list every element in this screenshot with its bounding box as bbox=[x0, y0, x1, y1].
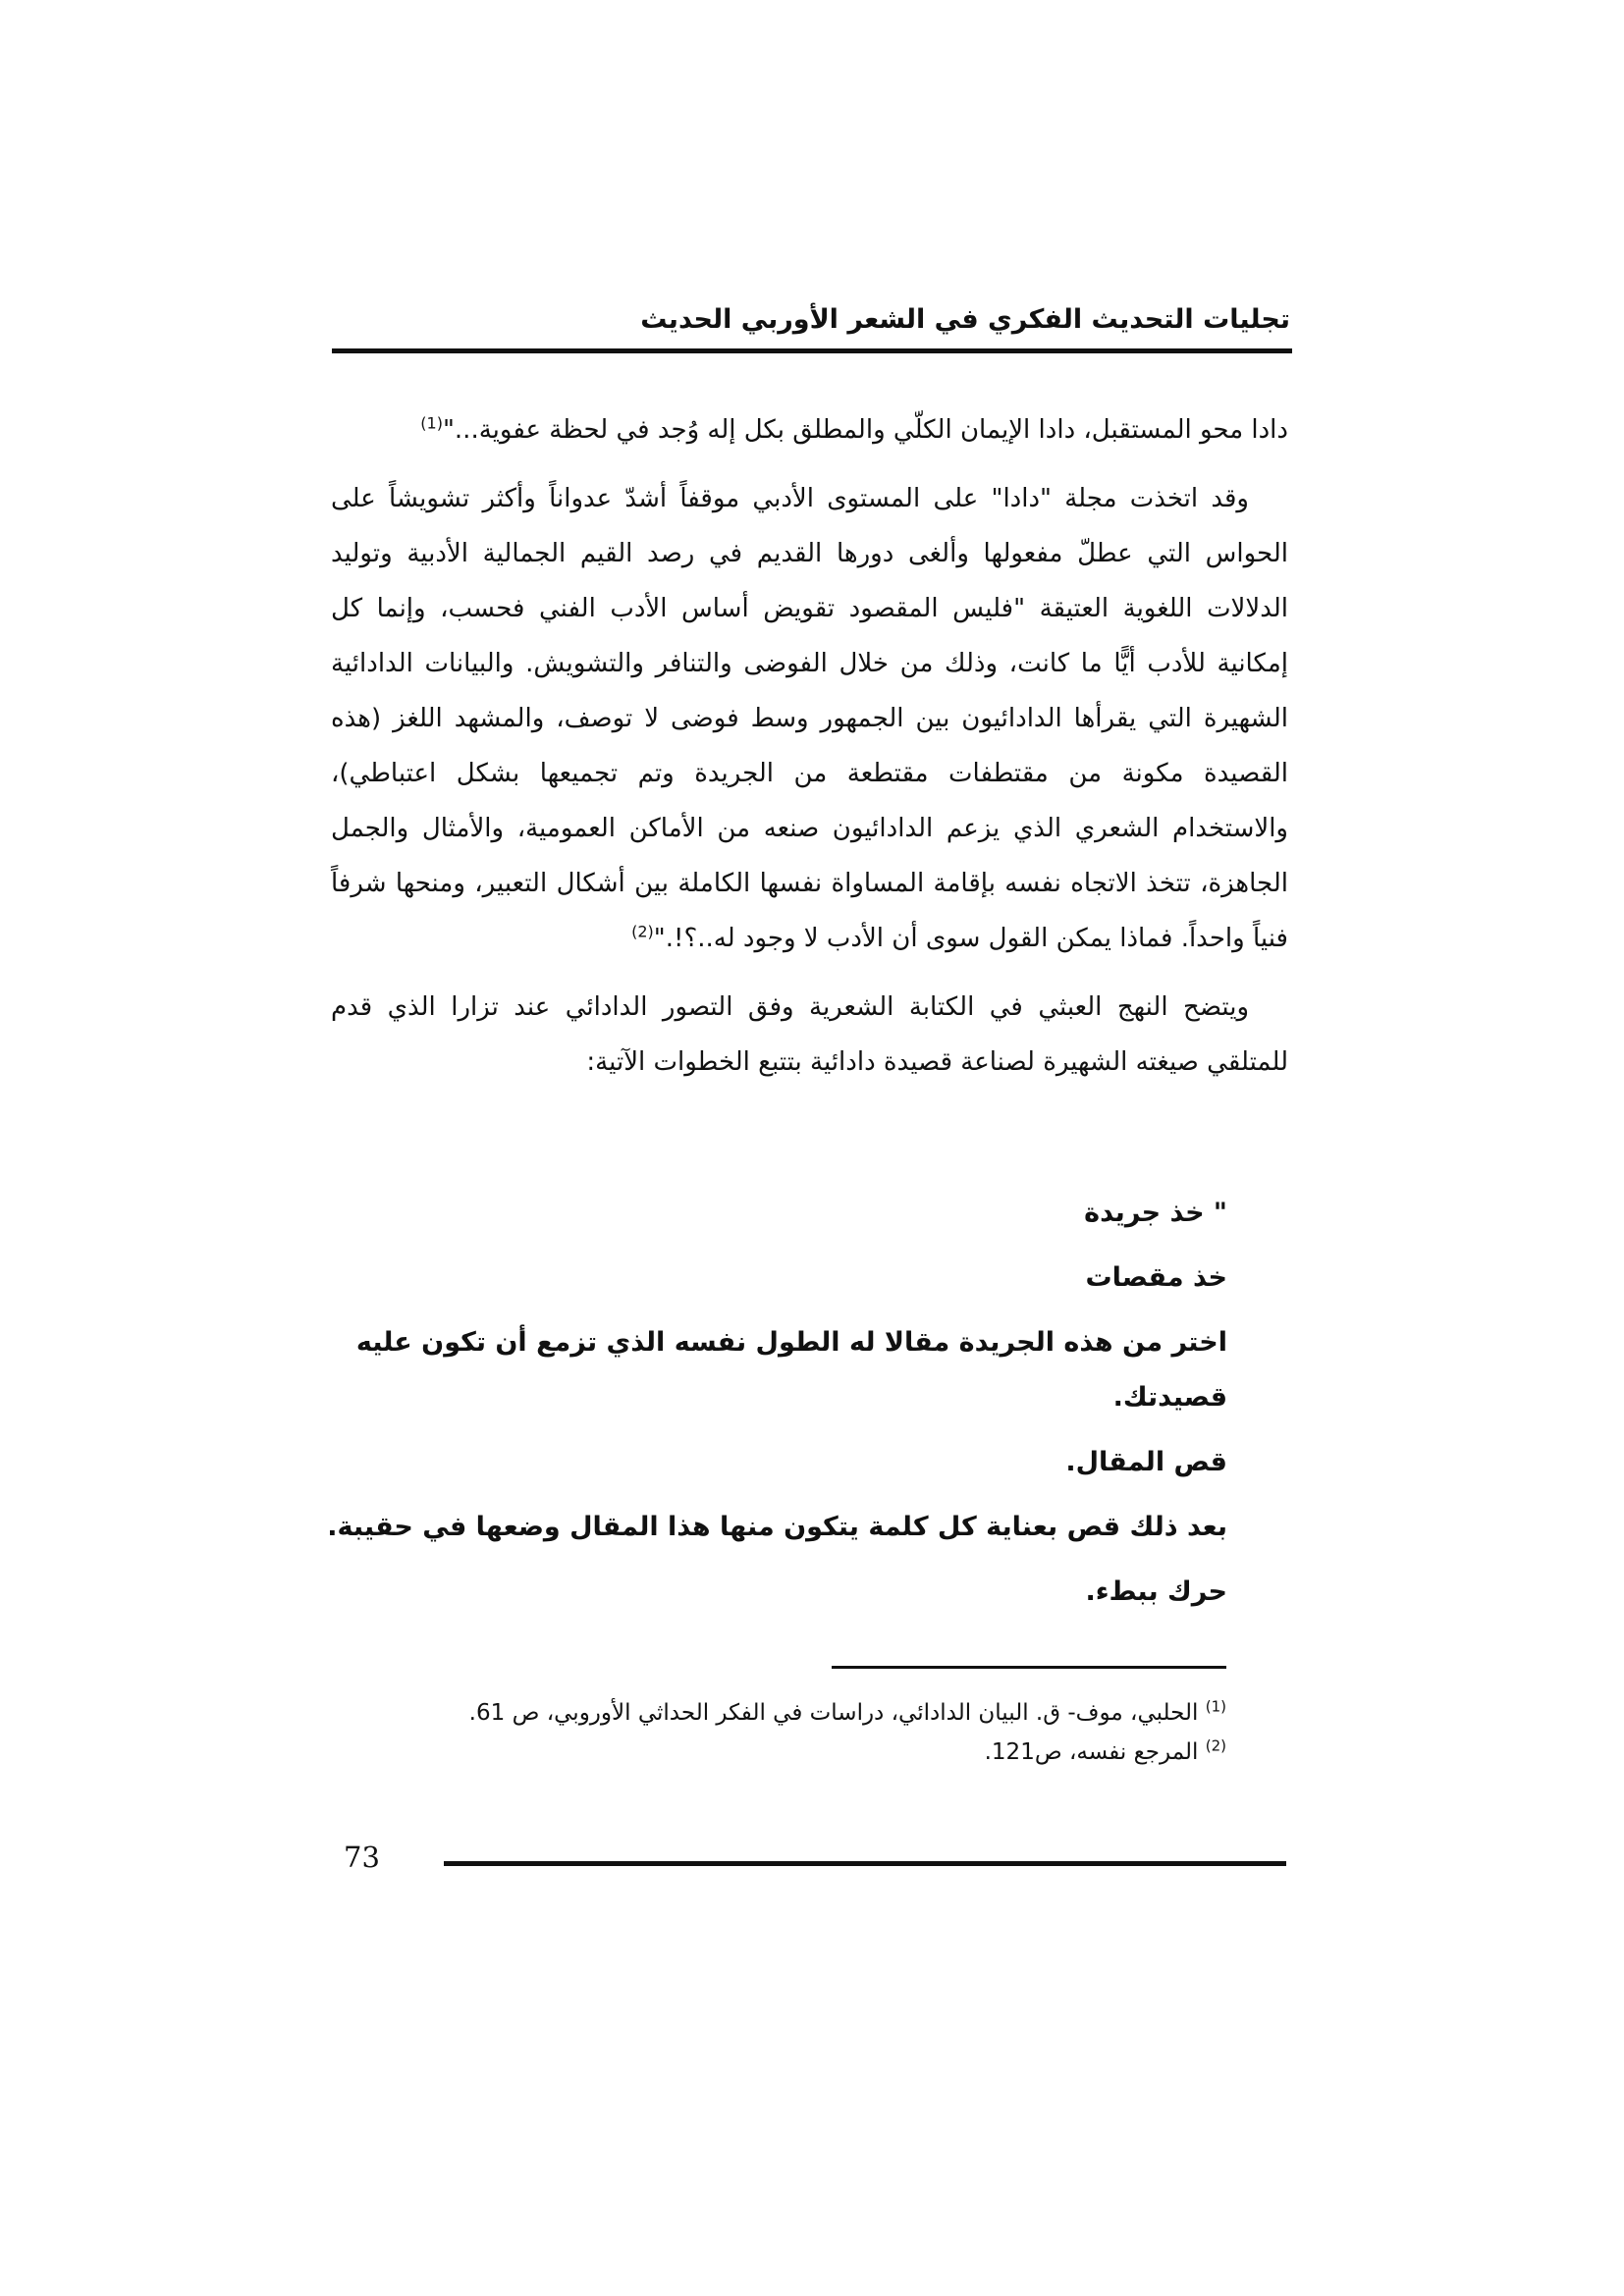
paragraph-1-text: دادا محو المستقبل، دادا الإيمان الكلّي والمطلق بكل إله وُجد في لحظة عفوية..." bbox=[442, 415, 1288, 445]
paragraph-dada-magazine bbox=[331, 471, 1288, 966]
footnote-2-text: المرجع نفسه، ص121. bbox=[984, 1739, 1199, 1765]
running-header: تجليات التحديث الفكري في الشعر الأوربي الحديث bbox=[640, 304, 1290, 335]
footnote-2-mark: (2) bbox=[1205, 1736, 1226, 1755]
step-cut-words: بعد ذلك قص بعناية كل كلمة يتكون منها هذا المقال وضعها في حقيبة. bbox=[327, 1512, 1227, 1542]
header-rule bbox=[332, 348, 1292, 353]
step-take-scissors: خذ مقصات bbox=[1085, 1262, 1227, 1293]
footnote-ref-2: (2) bbox=[631, 922, 654, 941]
paragraph-quote-end bbox=[331, 402, 1288, 457]
body-text bbox=[331, 402, 1288, 1103]
page-number: 73 bbox=[344, 1841, 380, 1874]
step-shake-slowly: حرك ببطء. bbox=[1085, 1576, 1227, 1607]
footnote-ref-1: (1) bbox=[420, 413, 443, 433]
footnote-1 bbox=[343, 1693, 1226, 1733]
footer-rule bbox=[444, 1861, 1286, 1866]
paragraph-2-text: وقد اتخذت مجلة "دادا" على المستوى الأدبي موقفاً أشدّ عدواناً وأكثر تشويشاً على الحواس التي عطلّ مفعولها وألغى دورها القديم في رصد القيم الجمالية الأدبية وتوليد الدلالات اللغوية العتيقة "فليس المقصود تقويض أساس الأدب الفني فحسب، وإنما كل إمكانية للأدب أيًّا ما كانت، وذلك من خلال الفوضى والتنافر والتشويش. والبيانات الدادائية الشهيرة التي يقرأها الدادائيون بين الجمهور وسط فوضى لا توصف، والمشهد اللغز (هذه القصيدة مكونة من مقتطفات مقتطعة من الجريدة وتم تجميعها بشكل اعتباطي)، والاستخدام الشعري الذي يزعم الدادائيون صنعه من الأماكن العمومية، والأمثال والجمل الجاهزة، تتخذ الاتجاه نفسه بإقامة المساواة نفسها الكاملة بين أشكال التعبير، ومنحها شرفاً فنياً واحداً. فماذا يمكن القول سوى أن الأدب لا وجود له..؟!." bbox=[331, 484, 1288, 953]
poem-recipe-steps bbox=[306, 1186, 1288, 1629]
footnote-1-text: الحلبي، موف- ق. البيان الدادائي، دراسات في الفكر الحداثي الأوروبي، ص 61. bbox=[468, 1700, 1199, 1726]
footnote-separator bbox=[832, 1666, 1226, 1669]
footnotes bbox=[343, 1693, 1226, 1772]
footnote-1-mark: (1) bbox=[1205, 1697, 1226, 1716]
paragraph-tzara: ويتضح النهج العبثي في الكتابة الشعرية وفق التصور الدادائي عند تزارا الذي قدم للمتلقي صيغته الشهيرة لصناعة قصيدة دادائية بتتبع الخطوات الآتية: bbox=[331, 992, 1288, 1077]
step-take-newspaper: " خذ جريدة bbox=[1084, 1198, 1227, 1228]
step-choose-article: اختر من هذه الجريدة مقالا له الطول نفسه الذي تزمع أن تكون عليه قصيدتك. bbox=[355, 1327, 1227, 1413]
step-cut-article: قص المقال. bbox=[1065, 1447, 1227, 1477]
footnote-2 bbox=[343, 1733, 1226, 1772]
